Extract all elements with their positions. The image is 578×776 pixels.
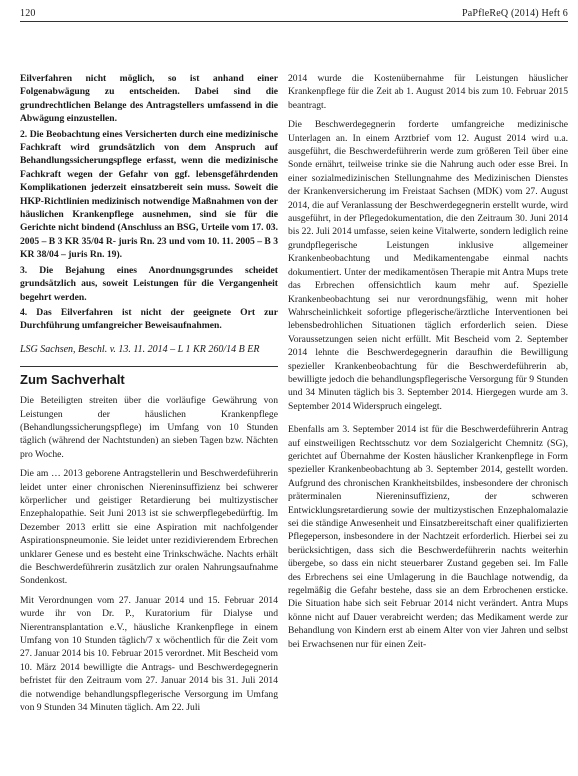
page-number: 120 bbox=[20, 8, 36, 19]
body-paragraph: 2014 wurde die Kostenübernahme für Leistungen häuslicher Krankenpflege für die Zeit ab 1. August 2014 bis zum 10. Februar 2015 beantragt. bbox=[288, 73, 568, 111]
body-paragraph: Die Beteiligten streiten über die vorläufige Gewährung von Leistungen der häuslichen Krankenpflege (Behandlungssicherungspflege) im Umfang von 10 Stunden täglich (während der Nachtstunden) an sieben Tagen bzw. Nächten pro Woche. bbox=[20, 395, 278, 460]
court-citation: LSG Sachsen, Beschl. v. 13. 11. 2014 – L 1 KR 260/14 B ER bbox=[20, 343, 260, 355]
headnote: 2. Die Beobachtung eines Versicherten durch eine medizinische Fachkraft wird grundsätzlich von dem Anspruch auf Behandlungssicherungspflege erfasst, wenn die medizinische Fachkraft wegen der Gefahr von ggf. lebensgefährdenden Komplikationen jederzeit einsatzbereit sein muss. Soweit die HKP-Richtlinien medizinisch notwendige Maßnahmen von der häuslichen Krankenpflege ausnehmen, sind sie für die Gerichte nicht bindend (Anschluss an BSG, Urteile vom 17. 03. 2005 – B 3 KR 35/04 R- juris Rn. 23 und vom 10. 11. 2005 – B 3 KR 38/04 – juris Rn. 19). bbox=[20, 128, 278, 261]
body-paragraph: Die am … 2013 geborene Antragstellerin und Beschwerdeführerin leidet unter einer chronischen Niereninsuffizienz bei schwerer körperlicher und geistiger Retardierung bei multizystischer Enzephalopathie. Seit Juni 2013 ist sie schwerpflegebedürftig. Im Dezember 2013 erlitt sie eine Aspiration mit nachfolgender Aspirationspneumonie. Sie leidet unter rezidivierendem Erbrechen unklarer Genese und es besteht eine Trinkschwäche. Nachts erhält die Beschwerdeführerin zusätzlich zur oralen Nahrungsaufnahme Sondenkost. bbox=[20, 468, 278, 587]
section-rule bbox=[20, 366, 278, 367]
journal-title: PaPfleReQ (2014) Heft 6 bbox=[462, 8, 568, 19]
right-column bbox=[288, 72, 568, 657]
headnote: 4. Das Eilverfahren ist nicht der geeignete Ort zur Durchführung umfangreicher Beweisaufnahmen. bbox=[20, 306, 278, 332]
body-paragraph: Die Beschwerdegegnerin forderte umfangreiche medizinische Unterlagen an. In einem Arztbrief vom 12. August 2014 wird u.a. ausgeführt, die Beschwerdeführerin werde zum größeren Teil über eine Sonde ernährt, teilweise trinke sie die Nahrung auch oder esse Brei. In einer sozialmedizinischen Stellungnahme des Medizinischen Dienstes der Krankenversicherung im Freistaat Sachsen (MDK) vom 27. August 2014, die auf Veranlassung der Beschwerdegegnerin erstellt wurde, wird ausgeführt, in der Pflegedokumentation, die den Zeitraum 30. Juni 2014 bis 22. Juli 2014 umfasse, seien keine Vitalwerte, sondern lediglich reine grundpflegerische Leistungen inklusive allgemeiner Krankenbeobachtung und Medikamentengabe einmal nachts dokumentiert. Unter der medikamentösen Therapie mit Antra Mups trete das Erbrechen offensichtlich kaum mehr auf. Spezielle Krankenbeobachtung sei nur verordnungsfähig, wenn mit hoher Wahrscheinlichkeit sofortige pflegerische/ärztliche Interventionen bei lebensbedrohlichen Situationen täglich erforderlich seien. Diese Voraussetzungen seien nicht erfüllt. Mit Bescheid vom 2. September 2014 lehnte die Beschwerdegegnerin daraufhin die Bewilligung spezieller Krankenbeobachtung für die Beschwerdeführerin ab, bewilligte jedoch die behandlungspflegerische Versorgung für 9 Stunden und 34 Minuten täglich bis 3. September 2014. Hiergegen wurde am 3. September 2014 Widerspruch eingelegt. bbox=[288, 119, 568, 412]
headnotes bbox=[20, 72, 278, 333]
headnote: 3. Die Bejahung eines Anordnungsgrundes scheidet grundsätzlich aus, soweit Leistungen für die Vergangenheit begehrt werden. bbox=[20, 264, 278, 303]
section-title: Zum Sachverhalt bbox=[20, 371, 125, 387]
body-paragraph: Mit Verordnungen vom 27. Januar 2014 und 15. Februar 2014 wurde ihr von Dr. P., Kuratorium für Dialyse und Nierentransplantation e.V., häusliche Krankenpflege in einem Umfang von 10 Stunden täglich/7 x wöchentlich für die Zeit vom 27. Januar 2014 bis 10. Februar 2015 verordnet. Mit Bescheid vom 10. März 2014 bewilligte die Antrags- und Beschwerdegegnerin befristet für den Zeitraum vom 27. Januar 2014 bis 31. Juli 2014 die notwendige behandlungspflegerische Versorgung im Umfang von 9 Stunden 34 Minuten täglich. Am 22. Juli bbox=[20, 594, 278, 714]
body-paragraph: Ebenfalls am 3. September 2014 ist für die Beschwerdeführerin Antrag auf einstweiligen Rechtsschutz vor dem Sozialgericht Chemnitz (SG), gerichtet auf Übernahme der Kosten häuslicher Krankenpflege in Form spezieller Krankenbeobachtung ab 3. September 2014, gestellt worden. Aufgrund des chronischen Krankheitsbildes, insbesondere der chronisch präterminalen Niereninsuffizienz, der schweren Entwicklungsretardierung sowie der multizystischen Enzephalomalazie sei die ständige Anwesenheit und Einsatzbereitschaft einer qualifizierten Pflegeperson, insbesondere in der Nachtzeit erforderlich. Hierbei sei zu berücksichtigen, dass sich die Beschwerdeführerin nachts weiterhin übergebe, so dass ein nicht steuerbarer Zustand gegeben sei. Im Falle des Erbrechens sei eine Umlagerung in die Bauchlage notwendig, da regelmäßig die Gefahr bestehe, dass sie an dem Erbrochenen ersticke. Die Situation habe sich seit Februar 2014 nicht verändert. Antra Mups könne nicht auf Dauer verabreicht werden; das Medikament werde zur Behandlung von Kindern erst ab einem Alter von vier Jahren und selbst bei Erwachsenen nur für einen Zeit- bbox=[288, 424, 568, 650]
headnote: Eilverfahren nicht möglich, so ist anhand einer Folgenabwägung zu entscheiden. Dabei sind die grundrechtlichen Belange des Antragstellers umfassend in die Abwägung einzustellen. bbox=[20, 73, 278, 125]
header-rule bbox=[20, 21, 568, 22]
left-column bbox=[20, 72, 278, 720]
